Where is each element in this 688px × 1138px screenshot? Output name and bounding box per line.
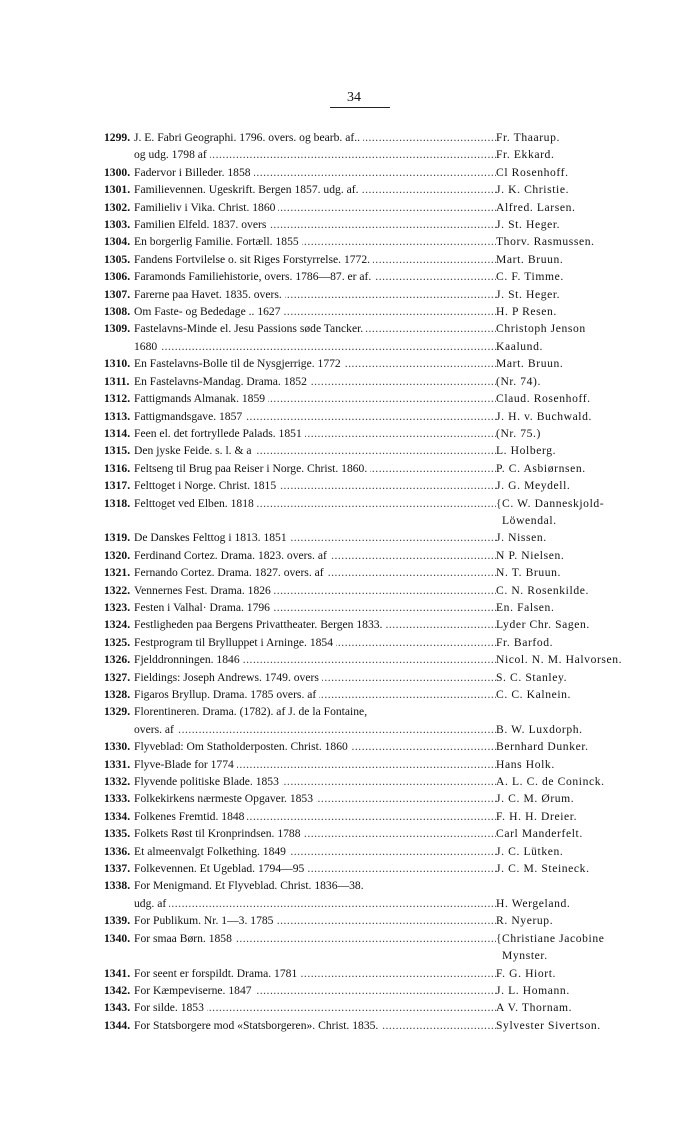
- entry-row: [104, 877, 652, 894]
- entry-number: 1335.: [104, 827, 131, 841]
- entry-row: [104, 999, 652, 1016]
- entry-title: Flyveblad: Om Statholderposten. Christ. 1860: [134, 740, 351, 753]
- brace-glyph: {: [496, 931, 503, 945]
- entry-number: 1308.: [104, 305, 131, 319]
- entry-author: C. C. Kalnein.: [496, 688, 572, 701]
- entry-title: For Statsborgere mod «Statsborgeren». Christ. 1835.: [134, 1019, 381, 1032]
- entry-author: R. Nyerup.: [496, 914, 554, 928]
- entry-title: For Menigmand. Et Flyveblad. Christ. 1836—38.: [134, 879, 367, 892]
- entry-row: [104, 390, 652, 407]
- entry-title-cell: [134, 425, 496, 442]
- entry-row: [104, 529, 652, 546]
- entry-number: 1340.: [104, 931, 131, 945]
- entry-title: For Kæmpeviserne. 1847: [134, 984, 255, 997]
- entry-row: [104, 251, 652, 268]
- entry-number: 1325.: [104, 635, 131, 649]
- entry-number: 1305.: [104, 252, 131, 266]
- entry-row: [104, 338, 652, 355]
- entry-author: Fr. Barfod.: [496, 635, 554, 649]
- entry-row: [104, 860, 652, 877]
- entry-title: Fastelavns-Minde el. Jesu Passions søde Tancker.: [134, 322, 366, 335]
- entry-title-cell: [134, 199, 496, 216]
- entry-title-cell: [134, 286, 496, 303]
- entry-title: Festligheden paa Bergens Privattheater. Bergen 1833.: [134, 618, 385, 631]
- entry-title: Farerne paa Havet. 1835. overs.: [134, 288, 285, 301]
- entry-row: [104, 582, 652, 599]
- entry-title-cell: [134, 843, 496, 860]
- entry-number: 1326.: [104, 653, 131, 667]
- entry-title-cell: [134, 651, 496, 668]
- entry-title: Ferdinand Cortez. Drama. 1823. overs. af: [134, 549, 330, 562]
- entry-author: (Nr. 74).: [496, 374, 542, 388]
- entry-row: [104, 355, 652, 372]
- entry-title: Florentineren. Drama. (1782). af J. de la Fontaine,: [134, 705, 370, 718]
- entry-number: 1299.: [104, 131, 131, 144]
- entry-author: L. Holberg.: [496, 444, 557, 458]
- entry-number: 1323.: [104, 600, 131, 614]
- entry-number: 1344.: [104, 1018, 131, 1032]
- entry-title-cell: [134, 756, 496, 773]
- entry-row: [104, 703, 652, 720]
- entry-title-cell: [134, 582, 496, 599]
- entry-title-cell: [134, 669, 496, 686]
- entry-title: Fandens Fortvilelse o. sit Riges Forstyrrelse. 1772.: [134, 253, 373, 266]
- entry-title: Familien Elfeld. 1837. overs: [134, 218, 269, 231]
- entry-author: Lyder Chr. Sagen.: [496, 618, 590, 632]
- entry-title-cell: [134, 164, 496, 181]
- entry-row: [104, 651, 652, 668]
- entry-title: Den jyske Feide. s. l. & a: [134, 444, 255, 457]
- entry-author: Sylvester Sivertson.: [496, 1018, 601, 1032]
- entry-title-cell: [134, 442, 496, 459]
- entry-author: Kaalund.: [496, 339, 543, 353]
- entry-title-cell: [134, 703, 496, 720]
- entry-row: [104, 756, 652, 773]
- entry-title: Vennernes Fest. Drama. 1826: [134, 584, 274, 597]
- entry-row: [104, 303, 652, 320]
- entry-number: 1322.: [104, 583, 131, 597]
- entry-title-cell: [134, 233, 496, 250]
- entry-title: Familievennen. Ugeskrift. Bergen 1857. udg. af.: [134, 183, 362, 196]
- entry-number: 1300.: [104, 165, 131, 179]
- entry-number: 1330.: [104, 740, 131, 754]
- entry-row: [104, 895, 652, 912]
- entry-number: 1303.: [104, 218, 131, 232]
- entry-title-cell: [134, 564, 496, 581]
- entry-row: [104, 721, 652, 738]
- entry-number: 1311.: [104, 374, 130, 388]
- entry-row: [104, 129, 652, 146]
- entry-author: J. L. Homann.: [496, 983, 570, 997]
- entry-row: [104, 373, 652, 390]
- entry-number: 1306.: [104, 270, 131, 284]
- entry-row: [104, 808, 652, 825]
- entry-row: [104, 408, 652, 425]
- entry-number: 1331.: [104, 757, 131, 771]
- entry-title-cell: [134, 320, 496, 337]
- entry-author: A V. Thornam.: [496, 1001, 573, 1015]
- entry-title-cell: [134, 912, 496, 929]
- entry-title: For silde. 1853: [134, 1001, 207, 1014]
- entry-title: Et almeenvalgt Folkething. 1849: [134, 845, 289, 858]
- entry-author: Christoph Jenson: [496, 322, 586, 336]
- entry-number: 1318.: [104, 496, 131, 510]
- entry-author: J. St. Heger.: [496, 287, 561, 301]
- entry-title: Fattigmands Almanak. 1859: [134, 392, 268, 405]
- entry-title: Feen el. det fortryllede Palads. 1851: [134, 427, 305, 440]
- entry-title: Folkenes Fremtid. 1848: [134, 810, 247, 823]
- entry-number: 1312.: [104, 392, 131, 406]
- entry-number: 1337.: [104, 862, 131, 876]
- entry-number: 1341.: [104, 966, 131, 980]
- entry-title: Fjelddronningen. 1846: [134, 653, 243, 666]
- entry-number: 1342.: [104, 983, 131, 997]
- entry-title-cell: [134, 877, 496, 894]
- entry-title: Felttoget i Norge. Christ. 1815: [134, 479, 279, 492]
- entry-author: N. T. Bruun.: [496, 566, 562, 580]
- entry-author: Cl Rosenhoff.: [496, 165, 569, 179]
- entry-row: [104, 442, 652, 459]
- page-number: 34: [347, 90, 361, 105]
- entry-author: Carl Manderfelt.: [496, 827, 583, 841]
- entry-author: Mart. Bruun.: [496, 252, 564, 266]
- brace-glyph: {: [496, 496, 503, 510]
- entry-author: Thorv. Rasmussen.: [496, 235, 595, 249]
- entry-title: For smaa Børn. 1858: [134, 932, 235, 945]
- entry-title: Fernando Cortez. Drama. 1827. overs. af: [134, 566, 327, 579]
- entry-title: Fieldings: Joseph Andrews. 1749. overs: [134, 671, 322, 684]
- entry-number: 1315.: [104, 444, 131, 458]
- entry-title: udg. af: [134, 897, 169, 910]
- entry-row: [104, 199, 652, 216]
- entry-row: [104, 477, 652, 494]
- entry-title-cell: [134, 999, 496, 1016]
- page-number-rule: [330, 107, 390, 108]
- entry-row: [104, 965, 652, 982]
- entry-title-cell: [134, 390, 496, 407]
- entry-title: En Fastelavns-Bolle til de Nysgjerrige. 1772: [134, 357, 344, 370]
- entry-author: Fr. Thaarup.: [496, 131, 560, 144]
- entry-title-cell: [134, 495, 496, 512]
- entry-author: S. C. Stanley.: [496, 670, 568, 684]
- entry-title-cell: [134, 338, 496, 355]
- entry-title: For seent er forspildt. Drama. 1781: [134, 967, 300, 980]
- entry-title: Om Faste- og Bededage .. 1627: [134, 305, 284, 318]
- entry-author: J. K. Christie.: [496, 183, 570, 197]
- entry-title-cell: [134, 129, 496, 146]
- entry-author-line: Mynster.: [502, 949, 548, 963]
- entry-number: 1343.: [104, 1001, 131, 1015]
- entry-title: Festen i Valhal· Drama. 1796: [134, 601, 273, 614]
- entry-title: Festprogram til Brylluppet i Arninge. 1854: [134, 636, 336, 649]
- entry-list: [104, 129, 652, 1034]
- entry-title-cell: [134, 146, 496, 163]
- entry-title-cell: [134, 529, 496, 546]
- entry-title-cell: [134, 303, 496, 320]
- entry-row: [104, 268, 652, 285]
- entry-title: Flyve-Blade for 1774: [134, 758, 237, 771]
- entry-row: [104, 460, 652, 477]
- entry-author: F. G. Hiort.: [496, 966, 557, 980]
- entry-row: [104, 547, 652, 564]
- entry-author: P. C. Asbiørnsen.: [496, 461, 586, 475]
- entry-number: 1333.: [104, 792, 131, 806]
- entry-number: 1314.: [104, 426, 131, 440]
- entry-title: Feltseng til Brug paa Reiser i Norge. Christ. 1860.: [134, 462, 370, 475]
- entry-title: Fadervor i Billeder. 1858: [134, 166, 254, 179]
- entry-title: Felttoget ved Elben. 1818: [134, 497, 257, 510]
- entry-title-cell: [134, 860, 496, 877]
- entry-row: [104, 686, 652, 703]
- entry-title: Folkets Røst til Kronprindsen. 1788: [134, 827, 304, 840]
- entry-title-cell: [134, 773, 496, 790]
- author-stack: [502, 495, 604, 530]
- entry-row: [104, 233, 652, 250]
- entry-title-cell: [134, 477, 496, 494]
- entry-author: N P. Nielsen.: [496, 548, 565, 562]
- entry-number: 1334.: [104, 809, 131, 823]
- entry-title: Folkevennen. Et Ugeblad. 1794—95: [134, 862, 307, 875]
- entry-title-cell: [134, 721, 496, 738]
- entry-author: F. H. H. Dreier.: [496, 809, 578, 823]
- entry-number: 1304.: [104, 235, 131, 249]
- entry-author: J. St. Heger.: [496, 218, 561, 232]
- entry-title-cell: [134, 790, 496, 807]
- entry-title-cell: [134, 460, 496, 477]
- entry-number: 1316.: [104, 461, 131, 475]
- entry-number: 1320.: [104, 548, 131, 562]
- entry-number: 1310.: [104, 357, 131, 371]
- entry-row: [104, 843, 652, 860]
- entry-title: Figaros Bryllup. Drama. 1785 overs. af: [134, 688, 319, 701]
- entry-title-cell: [134, 686, 496, 703]
- entry-row: [104, 599, 652, 616]
- entry-number: 1328.: [104, 688, 131, 701]
- entry-row: [104, 146, 652, 163]
- entry-row: [104, 495, 652, 530]
- entry-title-cell: [134, 895, 496, 912]
- entry-author: C. N. Rosenkilde.: [496, 583, 589, 597]
- entry-title-cell: [134, 355, 496, 372]
- entry-author: Hans Holk.: [496, 757, 555, 771]
- entry-author-line: Löwendal.: [502, 513, 557, 527]
- entry-number: 1319.: [104, 531, 131, 545]
- entry-author: Fr. Ekkard.: [496, 148, 555, 162]
- entry-title-cell: [134, 616, 496, 633]
- entry-author: Claud. Rosenhoff.: [496, 392, 591, 406]
- entry-number: 1327.: [104, 670, 131, 684]
- entry-number: 1301.: [104, 183, 131, 197]
- entry-number: 1317.: [104, 479, 131, 493]
- entry-row: [104, 912, 652, 929]
- entry-row: [104, 286, 652, 303]
- entry-row: [104, 181, 652, 198]
- entry-title-cell: [134, 599, 496, 616]
- entry-number: 1321.: [104, 566, 131, 580]
- entry-title-cell: [134, 216, 496, 233]
- entry-row: [104, 790, 652, 807]
- entry-row: [104, 216, 652, 233]
- entry-number: 1302.: [104, 200, 131, 214]
- entry-title-cell: [134, 808, 496, 825]
- entry-author: B. W. Luxdorph.: [496, 722, 583, 736]
- entry-author: (Nr. 75.): [496, 426, 542, 440]
- entry-author: H. Wergeland.: [496, 896, 571, 910]
- entry-author: Nicol. N. M. Halvorsen.: [496, 653, 623, 667]
- entry-title: og udg. 1798 af: [134, 148, 210, 161]
- entry-author: J. Nissen.: [496, 531, 547, 545]
- entry-number: 1313.: [104, 409, 131, 423]
- entry-title-cell: [134, 181, 496, 198]
- entry-title-cell: [134, 268, 496, 285]
- entry-title-cell: [134, 373, 496, 390]
- entry-title-cell: [134, 1017, 496, 1034]
- entry-author: Mart. Bruun.: [496, 357, 564, 371]
- entry-title: En Fastelavns-Mandag. Drama. 1852: [134, 375, 310, 388]
- entry-number: 1329.: [104, 705, 131, 719]
- entry-author: H. P Resen.: [496, 305, 557, 319]
- entry-author: J. H. v. Buchwald.: [496, 409, 593, 423]
- entry-row: [104, 982, 652, 999]
- entry-title-cell: [134, 738, 496, 755]
- entry-number: 1338.: [104, 879, 131, 893]
- entry-title: Familieliv i Vika. Christ. 1860: [134, 201, 278, 214]
- entry-row: [104, 1017, 652, 1034]
- entry-author: En. Falsen.: [496, 600, 555, 614]
- entry-row: [104, 164, 652, 181]
- entry-author-line: Christiane Jacobine: [502, 931, 605, 945]
- entry-author-line: C. W. Danneskjold-: [502, 496, 605, 510]
- entry-author: [496, 495, 652, 530]
- entry-author: J. C. M. Ørum.: [496, 792, 575, 806]
- entry-row: [104, 425, 652, 442]
- entry-title: De Danskes Felttog i 1813. 1851: [134, 531, 290, 544]
- entry-author: J. G. Meydell.: [496, 479, 571, 493]
- entry-number: 1336.: [104, 844, 131, 858]
- entry-title-cell: [134, 408, 496, 425]
- entry-title: For Publikum. Nr. 1—3. 1785: [134, 914, 276, 927]
- entry-title-cell: [134, 965, 496, 982]
- entry-row: [104, 634, 652, 651]
- entry-title: Faramonds Familiehistorie, overs. 1786—87. er af.: [134, 270, 374, 283]
- entry-title: En borgerlig Familie. Fortæll. 1855: [134, 235, 302, 248]
- entry-row: [104, 930, 652, 965]
- entry-title-cell: [134, 825, 496, 842]
- entry-number: 1309.: [104, 322, 131, 336]
- entry-title-cell: [134, 982, 496, 999]
- entry-author: A. L. C. de Coninck.: [496, 775, 605, 789]
- entry-row: [104, 738, 652, 755]
- author-stack: [502, 930, 605, 965]
- entry-author: C. F. Timme.: [496, 270, 564, 284]
- entry-author: J. C. M. Steineck.: [496, 862, 590, 876]
- entry-number: 1324.: [104, 618, 131, 632]
- entry-row: [104, 669, 652, 686]
- entry-author: J. C. Lütken.: [496, 844, 564, 858]
- entry-row: [104, 616, 652, 633]
- entry-title: overs. af: [134, 723, 177, 736]
- entry-title-cell: [134, 930, 496, 947]
- entry-number: 1307.: [104, 287, 131, 301]
- entry-title: Flyvende politiske Blade. 1853: [134, 775, 282, 788]
- entry-title-cell: [134, 547, 496, 564]
- entry-title-cell: [134, 251, 496, 268]
- entry-title: Folkekirkens nærmeste Opgaver. 1853: [134, 792, 316, 805]
- entry-author: Alfred. Larsen.: [496, 200, 576, 214]
- entry-row: [104, 773, 652, 790]
- entry-number: 1332.: [104, 775, 131, 789]
- entry-row: [104, 320, 652, 337]
- entry-title: Fattigmandsgave. 1857: [134, 410, 245, 423]
- entry-author: Bernhard Dunker.: [496, 740, 589, 754]
- entry-title: J. E. Fabri Geographi. 1796. overs. og bearb. af..: [134, 131, 363, 144]
- entry-title: 1680: [134, 340, 160, 353]
- entry-row: [104, 825, 652, 842]
- entry-row: [104, 564, 652, 581]
- entry-number: 1339.: [104, 914, 131, 928]
- entry-title-cell: [134, 634, 496, 651]
- entry-author: [496, 930, 652, 965]
